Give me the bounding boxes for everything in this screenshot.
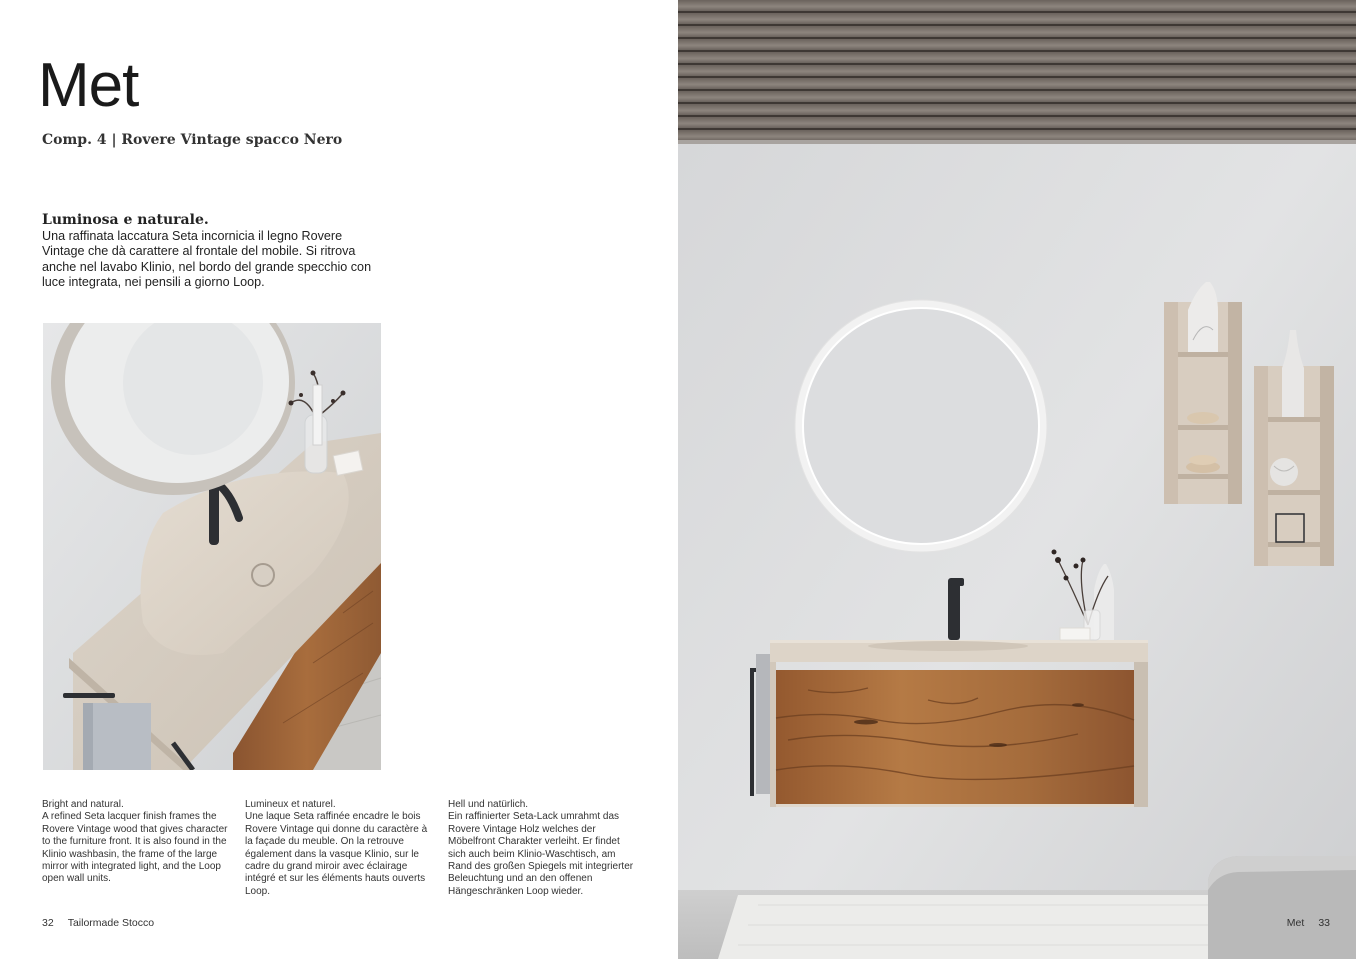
french-body: Une laque Seta raffinée encadre le bois Rovere Vintage qui donne du caractère à la façade du meuble. On la retrouve également dans la vasque Klinio, sur le cadre du grand miroir avec éclairage intégré et sur les éléments hauts ouverts Loop. [245, 811, 428, 897]
bathroom-composition-photo [678, 0, 1356, 959]
english-body: A refined Seta lacquer finish frames the Rovere Vintage wood that gives character to the furniture front. It is also found in the Klinio washbasin, the frame of the large mirror with integrated light, and the Loop open wall units. [42, 811, 228, 885]
intro-headline: Luminosa e naturale. [42, 212, 209, 228]
page-title: Met [38, 51, 139, 120]
german-body: Ein raffinierter Seta-Lack umrahmt das Rovere Vintage Holz welches der Möbelfront Charakter verleiht. Er findet sich auch beim Klinio-Waschtisch, am Rand des großen Spiegels mit integrierter Beleuchtung und an den offenen Hängeschränken Loop wieder. [448, 811, 634, 897]
english-headline: Bright and natural. [42, 799, 124, 810]
right-page [678, 0, 1356, 959]
right-page-number: 33 [1318, 917, 1330, 929]
loop-shelf-unit-left [1164, 282, 1242, 504]
french-text-column [245, 799, 435, 898]
left-page-number: 32 [42, 917, 54, 929]
section-name: Met [1286, 917, 1305, 929]
composition-subtitle: Comp. 4 | Rovere Vintage spacco Nero [42, 132, 343, 148]
right-page-footer [1287, 917, 1330, 929]
german-text-column [448, 799, 638, 898]
english-text-column [42, 799, 232, 886]
french-headline: Lumineux et naturel. [245, 799, 336, 810]
brand-name: Tailormade Stocco [67, 917, 155, 929]
washbasin-detail-photo [43, 323, 381, 770]
left-page-footer [42, 917, 154, 929]
intro-body: Una raffinata laccatura Seta incornicia il legno Rovere Vintage che dà carattere al frontale del mobile. Si ritrova anche nel lavabo Klinio, nel bordo del grande specchio con luce integrata, nei pensili a giorno Loop. [42, 229, 372, 289]
german-headline: Hell und natürlich. [448, 799, 529, 810]
